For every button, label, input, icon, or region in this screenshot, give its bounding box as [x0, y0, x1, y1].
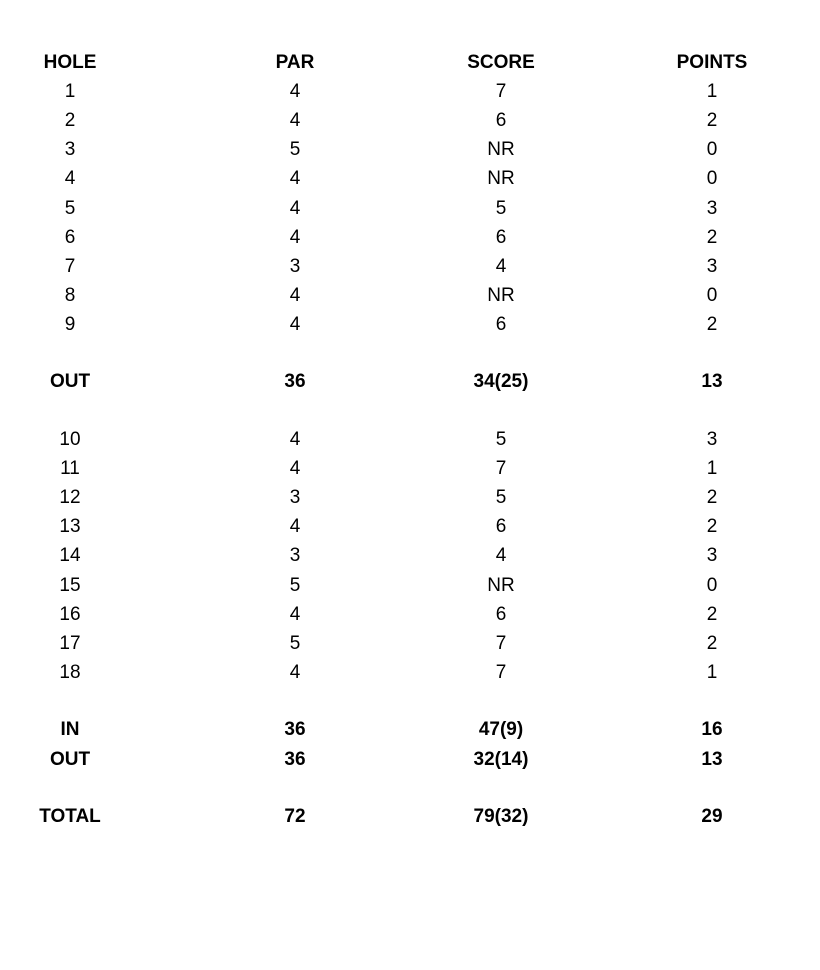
- points-cell: 1: [706, 457, 718, 479]
- table-row: [0, 454, 820, 483]
- par-cell: 4: [289, 662, 301, 684]
- table-row: [0, 659, 820, 688]
- hole-cell: 14: [59, 545, 81, 567]
- hole-cell: 2: [64, 109, 76, 131]
- score-cell: 7: [495, 80, 507, 102]
- table-row: [0, 194, 820, 223]
- points-cell: 0: [706, 285, 718, 307]
- total-score: 79(32): [473, 805, 529, 827]
- par-cell: 5: [289, 632, 301, 654]
- score-cell: 4: [495, 255, 507, 277]
- par-cell: 4: [289, 457, 301, 479]
- par-cell: 4: [289, 516, 301, 538]
- score-cell: NR: [487, 139, 515, 161]
- total-points: 29: [701, 805, 723, 827]
- out-points: 13: [701, 371, 723, 393]
- header-hole: HOLE: [43, 51, 97, 73]
- out-summary-par: 36: [284, 748, 306, 770]
- total-par: 72: [284, 805, 306, 827]
- par-cell: 3: [289, 545, 301, 567]
- out-subtotal-row: [0, 368, 820, 397]
- table-row: [0, 571, 820, 600]
- par-cell: 4: [289, 314, 301, 336]
- points-cell: 0: [706, 574, 718, 596]
- hole-cell: 9: [64, 314, 76, 336]
- hole-cell: 10: [59, 428, 81, 450]
- score-cell: NR: [487, 168, 515, 190]
- points-cell: 2: [706, 109, 718, 131]
- in-par: 36: [284, 719, 306, 741]
- score-cell: 6: [495, 516, 507, 538]
- score-cell: 4: [495, 545, 507, 567]
- table-row: [0, 223, 820, 252]
- out-summary-score: 32(14): [473, 748, 529, 770]
- out-summary-row: [0, 745, 820, 774]
- points-cell: 2: [706, 603, 718, 625]
- score-cell: 5: [495, 197, 507, 219]
- header-par: PAR: [275, 51, 315, 73]
- points-cell: 1: [706, 662, 718, 684]
- table-row: [0, 600, 820, 629]
- points-cell: 2: [706, 632, 718, 654]
- table-row: [0, 629, 820, 658]
- in-summary-row: [0, 716, 820, 745]
- points-cell: 2: [706, 314, 718, 336]
- par-cell: 3: [289, 255, 301, 277]
- table-row: [0, 77, 820, 106]
- out-score: 34(25): [473, 371, 529, 393]
- hole-cell: 7: [64, 255, 76, 277]
- hole-cell: 18: [59, 662, 81, 684]
- points-cell: 2: [706, 516, 718, 538]
- points-cell: 2: [706, 226, 718, 248]
- score-cell: 6: [495, 314, 507, 336]
- score-cell: 7: [495, 457, 507, 479]
- par-cell: 4: [289, 168, 301, 190]
- score-cell: 7: [495, 632, 507, 654]
- hole-cell: 16: [59, 603, 81, 625]
- header-points: POINTS: [676, 51, 748, 73]
- par-cell: 4: [289, 80, 301, 102]
- score-cell: 7: [495, 662, 507, 684]
- par-cell: 4: [289, 109, 301, 131]
- hole-cell: 17: [59, 632, 81, 654]
- score-cell: 5: [495, 428, 507, 450]
- score-cell: NR: [487, 574, 515, 596]
- par-cell: 4: [289, 603, 301, 625]
- in-label: IN: [60, 719, 80, 741]
- score-cell: 6: [495, 226, 507, 248]
- table-row: [0, 136, 820, 165]
- par-cell: 5: [289, 139, 301, 161]
- score-cell: 5: [495, 487, 507, 509]
- points-cell: 3: [706, 428, 718, 450]
- hole-cell: 11: [60, 457, 80, 479]
- table-row: [0, 513, 820, 542]
- hole-cell: 4: [64, 168, 76, 190]
- scorecard-table: [0, 48, 820, 831]
- out-label: OUT: [49, 371, 91, 393]
- hole-cell: 13: [59, 516, 81, 538]
- table-row: [0, 311, 820, 340]
- points-cell: 0: [706, 168, 718, 190]
- hole-cell: 8: [64, 285, 76, 307]
- hole-cell: 12: [59, 487, 81, 509]
- par-cell: 4: [289, 428, 301, 450]
- header-score: SCORE: [467, 51, 535, 73]
- par-cell: 4: [289, 226, 301, 248]
- table-row: [0, 282, 820, 311]
- hole-cell: 6: [64, 226, 76, 248]
- hole-cell: 3: [64, 139, 76, 161]
- out-summary-label: OUT: [49, 748, 91, 770]
- points-cell: 3: [706, 545, 718, 567]
- score-cell: 6: [495, 603, 507, 625]
- table-row: [0, 165, 820, 194]
- score-cell: 6: [495, 109, 507, 131]
- par-cell: 4: [289, 197, 301, 219]
- total-label: TOTAL: [39, 805, 101, 827]
- hole-cell: 1: [64, 80, 76, 102]
- par-cell: 5: [289, 574, 301, 596]
- in-points: 16: [701, 719, 723, 741]
- table-row: [0, 483, 820, 512]
- front-nine-rows: [0, 77, 820, 340]
- points-cell: 2: [706, 487, 718, 509]
- header-row: [0, 48, 820, 77]
- back-nine-rows: [0, 425, 820, 688]
- points-cell: 1: [706, 80, 718, 102]
- out-par: 36: [284, 371, 306, 393]
- total-row: [0, 802, 820, 831]
- par-cell: 4: [289, 285, 301, 307]
- points-cell: 0: [706, 139, 718, 161]
- table-row: [0, 425, 820, 454]
- table-row: [0, 542, 820, 571]
- hole-cell: 5: [64, 197, 76, 219]
- hole-cell: 15: [59, 574, 81, 596]
- points-cell: 3: [706, 255, 718, 277]
- out-summary-points: 13: [701, 748, 723, 770]
- table-row: [0, 252, 820, 281]
- in-score: 47(9): [478, 719, 524, 741]
- table-row: [0, 106, 820, 135]
- par-cell: 3: [289, 487, 301, 509]
- points-cell: 3: [706, 197, 718, 219]
- score-cell: NR: [487, 285, 515, 307]
